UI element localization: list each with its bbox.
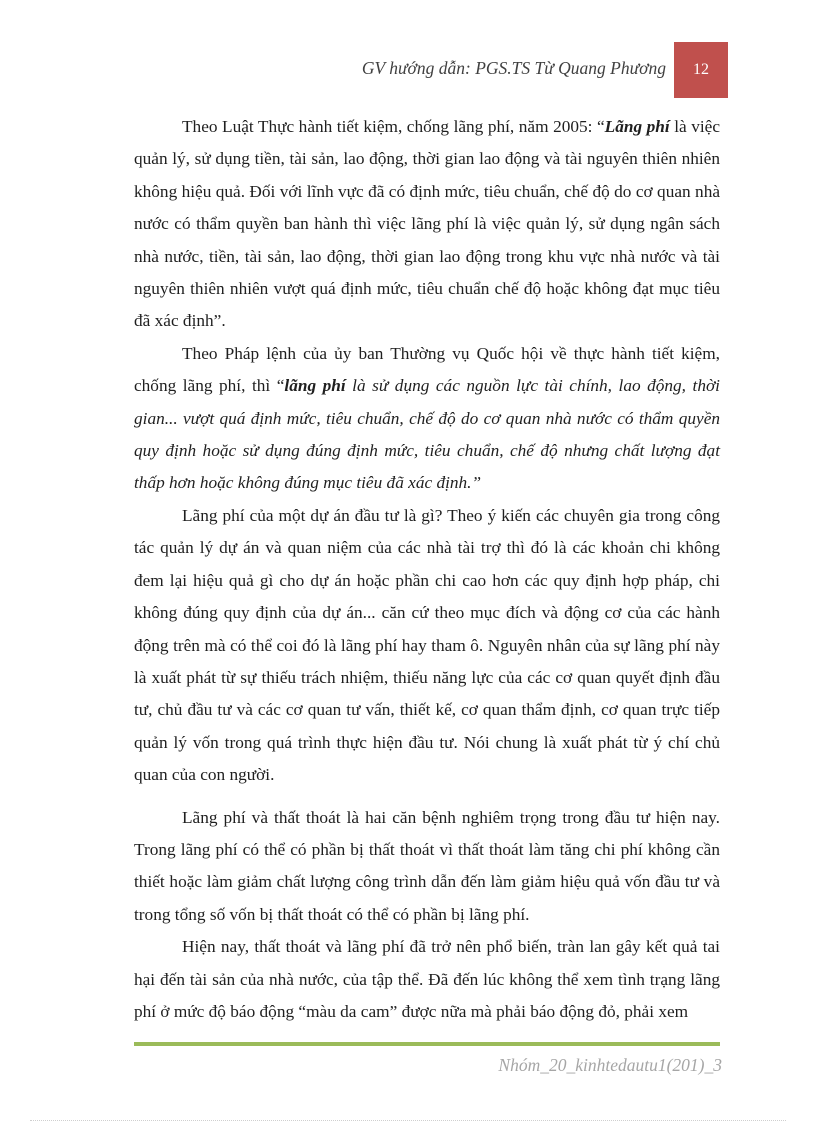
- page-number-badge: [674, 42, 728, 98]
- paragraph-2-term: lãng phí: [284, 376, 346, 396]
- footer-text: Nhóm_20_kinhtedautu1(201)_3: [498, 1055, 722, 1075]
- page-bottom-border: [30, 1120, 786, 1121]
- header-title: GV hướng dẫn: PGS.TS Từ Quang Phương: [361, 58, 666, 78]
- paragraph-2-intro: Theo Pháp lệnh của ủy ban Thường vụ Quốc hội về thực hành tiết kiệm, chống lãng phí, thì “: [134, 343, 720, 396]
- document-body: [134, 111, 720, 1028]
- paragraph-1-rest: là việc quản lý, sử dụng tiền, tài sản, lao động, thời gian lao động và tài nguyên thiên nhiên không hiệu quả. Đối với lĩnh vực đã có định mức, tiêu chuẩn, chế độ do cơ quan nhà nước có thẩm quyền ban hành thì việc lãng phí là việc quản lý, sử dụng ngân sách nhà nước, tiền, tài sản, lao động, thời gian lao động trong khu vực nhà nước và tài nguyên thiên nhiên vượt quá định mức, tiêu chuẩn chế độ hoặc không đạt mục tiêu đã xác định”.: [134, 117, 720, 331]
- paragraph-5: Hiện nay, thất thoát và lãng phí đã trở nên phổ biến, tràn lan gây kết quả tai hại đến tài sản của nhà nước, của tập thể. Đã đến lúc không thể xem tình trạng lãng phí ở mức độ báo động “màu da cam” được nữa mà phải báo động đỏ, phải xem: [134, 937, 720, 1021]
- footer-divider: [134, 1042, 720, 1046]
- paragraph-2: [134, 338, 720, 500]
- page-number: 12: [693, 61, 709, 78]
- paragraph-2-rest: là sử dụng các nguồn lực tài chính, lao động, thời gian... vượt quá định mức, tiêu chuẩn, chế độ do cơ quan nhà nước có thẩm quyền quy định hoặc sử dụng đúng định mức, tiêu chuẩn, chế độ nhưng chất lượng đạt thấp hơn hoặc không đúng mục tiêu đã xác định.”: [134, 376, 720, 493]
- paragraph-1-intro: Theo Luật Thực hành tiết kiệm, chống lãng phí, năm 2005: “: [182, 117, 605, 136]
- paragraph-4: Lãng phí và thất thoát là hai căn bệnh nghiêm trọng trong đầu tư hiện nay. Trong lãng phí có thể có phần bị thất thoát vì thất thoát làm tăng chi phí không cần thiết hoặc làm giảm chất lượng công trình dẫn đến làm giảm hiệu quả vốn đầu tư và trong tổng số vốn bị thất thoát có thể có phần bị lãng phí.: [134, 807, 720, 924]
- paragraph-3: Lãng phí của một dự án đầu tư là gì? Theo ý kiến các chuyên gia trong công tác quản lý dự án và quan niệm của các nhà tài trợ thì đó là các khoản chi không đem lại hiệu quả gì cho dự án hoặc phần chi cao hơn các quy định hợp pháp, chi không đúng quy định của dự án... căn cứ theo mục đích và động cơ của các hành động trên mà có thể coi đó là lãng phí hay tham ô. Nguyên nhân của sự lãng phí này là xuất phát từ sự thiếu trách nhiệm, thiếu năng lực của các cơ quan quyết định đầu tư, chủ đầu tư và các cơ quan tư vấn, thiết kế, cơ quan thẩm định, cơ quan trực tiếp quản lý vốn trong quá trình thực hiện đầu tư. Nói chung là xuất phát từ ý chí chủ quan của con người.: [134, 505, 720, 785]
- paragraph-1: [134, 111, 720, 338]
- paragraph-1-term: Lãng phí: [604, 117, 670, 136]
